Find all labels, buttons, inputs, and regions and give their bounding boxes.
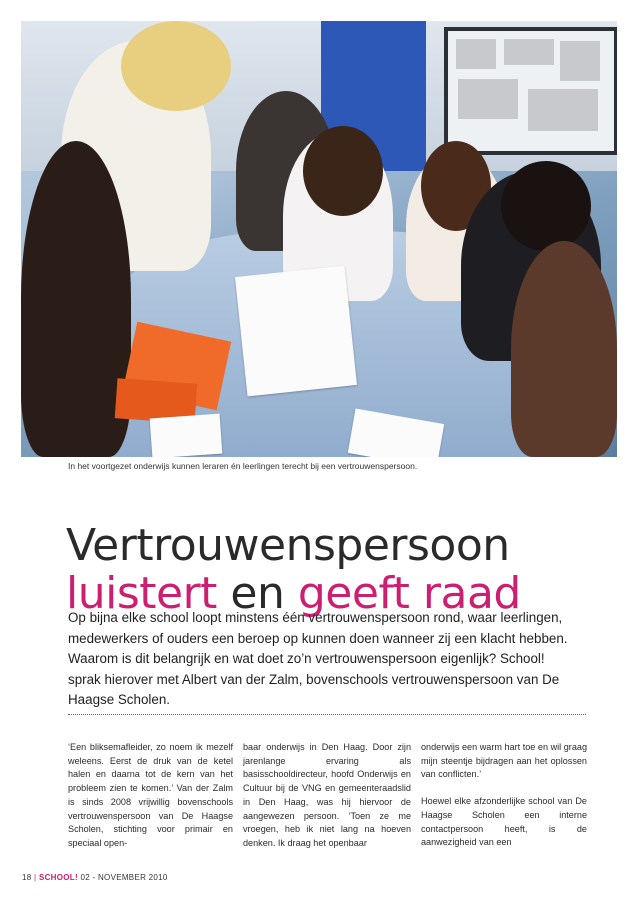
- photo-paper: [235, 266, 357, 397]
- photo-person: [121, 21, 231, 111]
- photo-paper: [150, 414, 223, 457]
- photo-person: [501, 161, 591, 251]
- body-column-2: [243, 741, 411, 864]
- body-paragraph: Hoewel elke afzonderlijke school van De Haagse Scholen een interne contactpersoon heeft, is de aanwezigheid van een: [421, 796, 587, 848]
- issue-info: 02 - NOVEMBER 2010: [77, 873, 168, 882]
- title-accent-1: luistert: [66, 568, 217, 620]
- photo-caption: In het voortgezet onderwijs kunnen leraren én leerlingen terecht bij een vertrouwenspersoon.: [68, 461, 418, 471]
- body-paragraph: ‘Een bliksemafleider, zo noem ik mezelf weleens. Eerst de druk van de ketel halen en daarna tot de kern van het probleem zien te komen.’ Van der Zalm is sinds 2008 vrijwillig bovenschools vertrouwenspersoon van De Haagse Scholen, stichting voor primair en speciaal open-: [68, 742, 233, 848]
- title-line-1: Vertrouwenspersoon: [66, 520, 510, 572]
- body-column-3: [421, 741, 587, 863]
- photo-noticeboard: [444, 27, 617, 155]
- dotted-divider: [68, 714, 586, 715]
- page-number: 18: [22, 873, 32, 882]
- page-footer: [22, 873, 168, 882]
- body-paragraph: onderwijs een warm hart toe en wil graag mijn steentje bijdragen aan het oplossen van conflicten.’: [421, 742, 587, 780]
- footer-separator: |: [31, 873, 39, 882]
- article-intro: Op bijna elke school loopt minstens één vertrouwenspersoon rond, waar leerlingen, medewerkers of ouders een beroep op kunnen doen wanneer zij een klacht hebben. Waarom is dit belangrijk en wat doet zo’n vertrouwenspersoon eigenlijk? School! sprak hierover met Albert van der Zalm, bovenschools vertrouwenspersoon van De Haagse Scholen.: [68, 610, 568, 708]
- title-mid: en: [216, 568, 298, 620]
- article-title: [66, 522, 521, 618]
- classroom-photo: [21, 21, 617, 457]
- magazine-name: SCHOOL!: [38, 873, 78, 882]
- body-paragraph: baar onderwijs in Den Haag. Door zijn jarenlange ervaring als basisschooldirecteur, hoofd Onderwijs en Cultuur bij de VNG en gemeenteraadslid in Den Haag, was hij hiervoor de aangewezen persoon. ‘Toen ze me vroegen, heb ik niet lang na hoeven denken. Ik draag het openbaar: [243, 742, 411, 848]
- title-accent-2: geeft raad: [297, 568, 521, 620]
- body-column-1: [68, 741, 233, 864]
- photo-person: [511, 241, 617, 457]
- photo-person: [303, 126, 383, 216]
